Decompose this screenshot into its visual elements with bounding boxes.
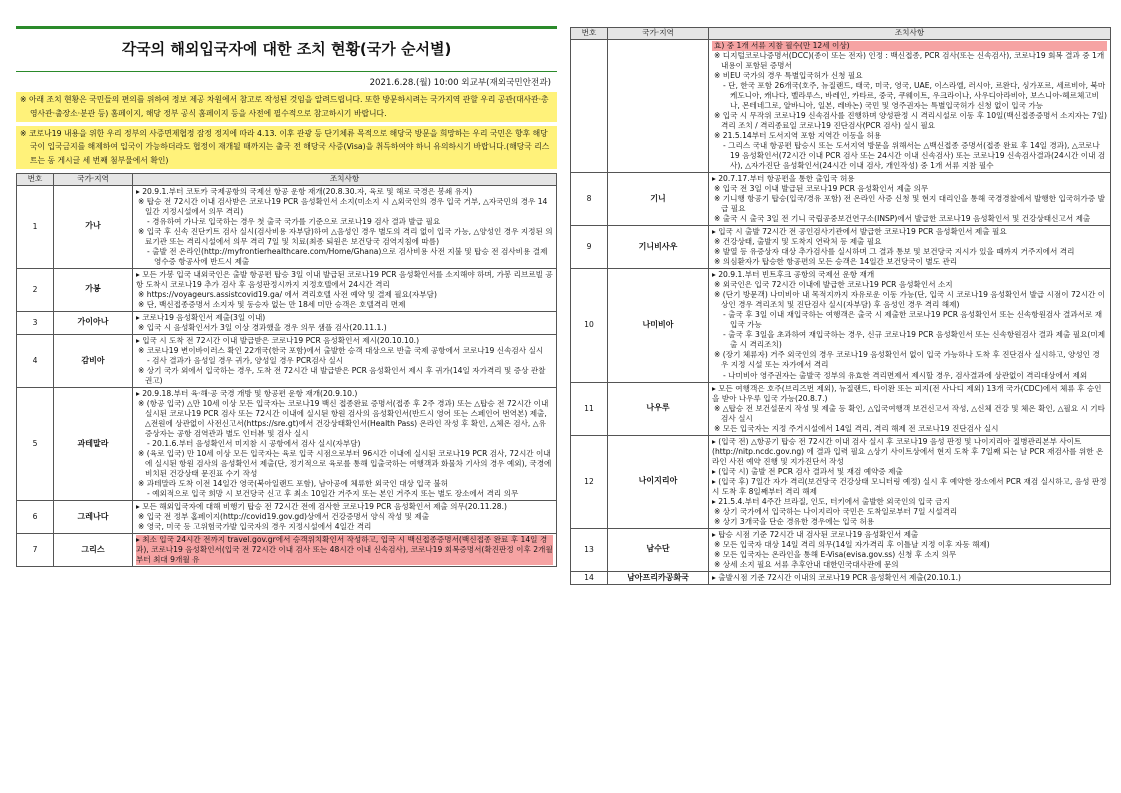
- row-detail: [133, 268, 557, 311]
- detail-line: ▸ 20.9.1.부터 코토카 국제공항의 국제선 항공 운항 재개(20.8.30.자, 육로 및 해로 국경은 봉쇄 유지): [136, 186, 473, 196]
- row-number: 10: [571, 269, 608, 382]
- detail-line: 효) 중 1개 서류 지참 필수(만 12세 이상): [712, 41, 1107, 51]
- table-row: [17, 311, 557, 334]
- detail-line: ※ 비EU 국가의 경우 특별입국허가 신청 필요: [714, 71, 863, 81]
- row-detail: [133, 387, 557, 500]
- row-detail: [709, 435, 1111, 528]
- table-row: [571, 173, 1111, 226]
- detail-line: - 단, 한국 포함 26개국(호주, 뉴질랜드, 태국, 미국, 영국, UAE, 이스라엘, 러시아, 르완다, 싱가포르, 세르비아, 북마케도니아, 캐나다, 벨라루스, 바레인, 카타르, 중국, 쿠웨이트, 우크라이나, 사우디아라비아, 보스니아-헤르체고비나, 몬테네그로, 알바니아, 일본, 레바논) 국민 및 영주권자는 특별입국허가 신청 없이 입국 가능: [723, 81, 1106, 111]
- row-number: 11: [571, 382, 608, 435]
- table-row: [571, 226, 1111, 269]
- row-country: 기니비사우: [608, 226, 709, 269]
- detail-line: ※ 입국 시 음성확인서가 3일 이상 경과했을 경우 의무 샘플 검사(20.11.1.): [138, 322, 387, 332]
- row-detail: [133, 334, 557, 387]
- detail-line: ▸ 20.9.18.부터 육·해·공 국경 개방 및 항공편 운항 재개(20.9.10.): [136, 388, 358, 398]
- row-detail: [133, 311, 557, 334]
- table-row: [17, 387, 557, 500]
- detail-line: ※ (장기 체류자) 거주 외국인의 경우 코로나19 음성확인서 없이 입국 가능하나 도착 후 진단검사 실시하고, 양성인 경우 지정 시설 또는 자가에서 격리: [714, 350, 1100, 370]
- detail-line: ▸ 탑승 시점 기준 72시간 내 검사된 코로나19 음성확인서 제출: [712, 529, 919, 539]
- detail-line: - 예외적으로 입국 희망 시 보건당국 신고 후 최소 10일간 거주지 또는 본인 거주지 또는 별도 장소에서 격리 의무: [147, 489, 519, 498]
- detail-line: ▸ 20.7.17.부터 항공편을 통한 출입국 허용: [712, 174, 855, 184]
- detail-line: ※ 입국 후 신속 진단키트 검사 실시(검사비용 자부담)하여 △음성인 경우 별도의 격리 없이 입국 가능, △양성인 경우 지정된 의료기관 또는 격리시설에서 의무 격리 7일 및 치료(최종 퇴원은 보건당국 검역지침에 따름): [138, 226, 553, 246]
- detail-line: ※ 탑승 전 72시간 이내 검사받은 코로나19 PCR 음성확인서 소지(미소지 시 △외국인의 경우 입국 거부, △자국민의 경우 14일간 지정시설에서 의무 격리): [138, 196, 548, 216]
- detail-line: ※ https://voyageurs.assistcovid19.ga/ 에서 격리호텔 사전 예약 및 결제 필요(자부담): [138, 289, 437, 299]
- row-country: 남아프리카공화국: [608, 571, 709, 585]
- detail-line: ※ 입국 전 정부 홈페이지(http://covid19.gov.gd)상에서 건강증명서 양식 작성 및 제출: [138, 512, 430, 522]
- table-row: [17, 501, 557, 534]
- detail-line: - 경유하여 가나로 입국하는 경우 첫 출국 국가를 기준으로 코로나19 검사 결과 발급 필요: [147, 216, 441, 226]
- table-row: [571, 435, 1111, 528]
- row-detail: [709, 382, 1111, 435]
- row-country: 감비아: [54, 334, 133, 387]
- row-country: 남수단: [608, 528, 709, 571]
- notice-2: ※ 코로나19 내용을 위한 우리 정부의 사증면제협정 잠정 정지에 따라 4.13. 이후 관광 등 단기체류 목적으로 해당국 방문을 희망하는 우리 국민은 향후 해당국이 입국금지를 해제하여 입국이 가능하더라도 협정이 재개될 때까지는 출국 전 해당국 사증(Visa)을 취득하여야 하니 유의하시기 바랍니다.(해당국 리스트는 동 게시글 세 번째 첨부물에서 확인): [16, 126, 557, 169]
- row-detail: [709, 269, 1111, 382]
- detail-line: ※ 영국, 미국 등 고위험국가발 입국자의 경우 지정시설에서 4일간 격리: [138, 522, 372, 532]
- row-number: 4: [17, 334, 54, 387]
- row-country: 가봉: [54, 268, 133, 311]
- row-country: 기니: [608, 173, 709, 226]
- row-number: 14: [571, 571, 608, 585]
- detail-line: ※ (항공 입국) △만 10세 이상 모든 입국자는 코로나19 백신 접종완료 증명서(접종 후 2주 경과) 또는 △탑승 전 72시간 이내 실시된 코로나19 PCR 검사 또는 72시간 이내에 실시된 항원 검사의 음성확인서(반드시 영어 또는 스페인어 번역본) 제출, △전원에 상관없이 사전신고서(https://sre.gt)에서 건강상태확인서(Health Pass) 온라인 작성 후 확인, △체온 검사, △유증상자는 공항 검역관과 별도 인터뷰 및 검사 실시: [138, 398, 549, 438]
- detail-line: ※ (육로 입국) 만 10세 이상 모든 입국자는 육로 입국 시점으로부터 96시간 이내에 실시된 코로나19 PCR 검사, 72시간 이내에 실시된 항원 검사의 음성확인서 제출(단, 정기적으로 육로를 통해 입출국하는 여행객과 화물차 기사의 경우 예외), 국경에 비치된 건강상태 문진표 수기 작성: [138, 448, 552, 478]
- row-detail: [133, 501, 557, 534]
- detail-line: ※ 단, 백신접종증명서 소지자 및 동승자 없는 만 18세 미만 승객은 호텔격리 면제: [138, 299, 406, 309]
- header-detail: 조치사항: [133, 173, 557, 185]
- row-country: 그리스: [54, 534, 133, 567]
- row-detail: [133, 185, 557, 268]
- table-row: [571, 571, 1111, 585]
- detail-line: ※ 상기 국가 외에서 입국하는 경우, 도착 전 72시간 내 발급받은 PCR 음성확인서 제시 후 귀가(14일 자가격리 및 증상 관찰 권고): [138, 365, 546, 385]
- detail-line: ▸ 최소 입국 24시간 전까지 travel.gov.gr에서 승객위치확인서 작성하고, 입국 시 백신접종증명서(백신접종 완료 후 14일 경과), 코로나19 음성확인서(입국 전 72시간 이내 검사 또는 48시간 이내 신속검사), 코로나19 회복증명서(확진판정 이후 2개월부터 최대 9개월 유: [136, 535, 553, 565]
- row-detail: [709, 40, 1111, 173]
- row-detail: [133, 534, 557, 567]
- detail-line: ※ 과테말라 도착 이전 14일간 영국(북아일랜드 포함), 남아공에 체류한 외국인 대상 입국 불허: [138, 478, 449, 488]
- detail-line: ※ 입국 전 3일 이내 발급된 코로나19 PCR 음성확인서 제출 의무: [714, 184, 929, 194]
- detail-line: ▸ (입국 후) 7일간 자가 격리(보건당국 건강상태 모니터링 예정) 실시 후 예약한 장소에서 PCR 재검 실시하고, 음성 판정 시 도착 후 8일째부터 격리 해제: [712, 476, 1107, 496]
- row-country: 과테말라: [54, 387, 133, 500]
- detail-line: ※ 의심환자가 탑승한 항공편의 모든 승객은 14일간 보건당국이 별도 관리: [714, 257, 958, 267]
- table-row: [17, 185, 557, 268]
- detail-line: ▸ (입국 전) △항공기 탑승 전 72시간 이내 검사 실시 후 코로나19 음성 판정 및 나이지리아 질병관리본부 사이트(http://nitp.ncdc.gov.ng) 에 결과 입력 필요 △상기 사이트상에서 현지 도착 후 7일째 되는 날 PCR 재검사를 위한 온라인 사전 예약 진행 및 지가진단서 작성: [712, 436, 1104, 466]
- detail-line: - 검사 결과가 음성일 경우 귀가, 양성일 경우 PCR검사 실시: [147, 355, 344, 365]
- row-number: 6: [17, 501, 54, 534]
- table-row: [17, 334, 557, 387]
- detail-line: ※ 모든 입국자 대상 14일 격리 의무(14일 자가격리 후 이틀날 지정 이후 자동 해제): [714, 539, 990, 549]
- detail-line: ▸ 20.9.1.부터 빈트후크 공항의 국제선 운항 재개: [712, 270, 875, 280]
- detail-line: ※ 발열 등 유증상자 대상 추가검사를 실시하며 그 결과 통보 및 보건당국 지시가 있을 때까지 거주지에서 격리: [714, 247, 1075, 257]
- table-header-row: [17, 173, 557, 185]
- detail-line: ▸ 모든 가봉 입국 내외국인은 출발 항공편 탑승 3일 이내 발급된 코로나19 PCR 음성확인서를 소지해야 하며, 가봉 리브르빌 공항 도착시 코로나19 추가 검사 후 음성판정시까지 지정호텔에서 24시간 격리: [136, 269, 553, 289]
- detail-line: - 20.1.6.부터 음성확인서 미지참 시 공항에서 검사 실시(자부담): [147, 438, 361, 448]
- header-num: 번호: [17, 173, 54, 185]
- row-country: 가나: [54, 185, 133, 268]
- detail-line: ▸ 입국 시 도착 전 72시간 이내 발급받은 코로나19 PCR 음성확인서 제시(20.10.10.): [136, 335, 420, 345]
- page-title: 각국의 해외입국자에 대한 조치 현황(국가 순서별): [121, 40, 452, 59]
- row-number: 3: [17, 311, 54, 334]
- table-row: [571, 40, 1111, 173]
- detail-line: ※ 상세 소지 필요 서류 추후안내 대한민국대사관에 문의: [714, 559, 899, 569]
- notice-1: ※ 아래 조치 현황은 국민들의 편의를 위하여 정보 제공 차원에서 참고로 작성된 것임을 알려드립니다. 또한 방문하시려는 국가지역 관할 우리 공관(대사관·총영사관·출장소·분관 등) 홈페이지, 해당 정부 공식 홈페이지 등을 사전에 필수적으로 참고하시기 바랍니다.: [16, 92, 557, 121]
- row-detail: [709, 226, 1111, 269]
- row-number: 1: [17, 185, 54, 268]
- left-page: [16, 0, 557, 793]
- table-row: [17, 268, 557, 311]
- detail-line: ※ 모든 입국자는 온라인을 통해 E-Visa(evisa.gov.ss) 신청 후 소지 의무: [714, 549, 957, 559]
- detail-line: ※ 입국 시 무작위 코로나19 신속검사를 진행하며 양성판정 시 격리시설로 이동 후 10일(백신접종증명서 소지자는 7일)격리 조치 / 격리종료일 코로나19 진단검사(PCR 검사) 실시 필요: [714, 111, 1107, 131]
- row-number: [571, 40, 608, 173]
- table-row: [571, 382, 1111, 435]
- table-header-row: [571, 28, 1111, 40]
- detail-line: - 그리스 국내 항공편 탑승시 또는 도서지역 방문을 위해서는 △백신접종 증명서(접종 완료 후 14일 경과), △코로나19 음성확인서(72시간 이내 PCR 검사 또는 24시간 이내 신속검사) 또는 코로나19 신속검사결과(24시간 이내 검사), △자가진단 음성확인서(24시간 이내 검사, 개인작성) 중 1개 서류 지참 필수: [723, 141, 1106, 171]
- detail-line: - 출국 후 3일을 초과하여 재입국하는 경우, 신규 코로나19 PCR 음성확인서 또는 신속항원검사 결과 제출 필요(미제출 시 격리조치): [723, 330, 1106, 350]
- detail-line: ※ 상기 국가에서 입국하는 나이지리아 국민은 도착일로부터 7일 시설격리: [714, 506, 958, 516]
- table-row: [17, 534, 557, 567]
- detail-line: ▸ 입국 시 출발 72시간 전 공인검사기관에서 발급한 코로나19 PCR 음성확인서 제출 필요: [712, 227, 1007, 237]
- row-number: 9: [571, 226, 608, 269]
- row-country: 나이지리아: [608, 435, 709, 528]
- detail-line: ※ 기니행 항공기 탑승(입국/경유 포함) 전 온라인 사증 신청 및 현지 대리인을 통해 국경경찰에서 발행한 입국허가증 발급 필요: [714, 194, 1105, 214]
- detail-line: ※ 21.5.14부터 도서지역 포함 지역간 이동을 허용: [714, 131, 882, 141]
- detail-line: ※ 건강상태, 출발지 및 도착지 연락처 등 제출 필요: [714, 237, 882, 247]
- detail-line: ▸ 코로나19 음성확인서 제출(3일 이내): [136, 312, 266, 322]
- row-country: 가이아나: [54, 311, 133, 334]
- measures-table-left: [16, 173, 557, 568]
- detail-line: - 나미비아 영주권자는 출발국 정부의 유효한 격리면제서 제시할 경우, 검사결과에 상관없이 격리대상에서 제외: [723, 370, 1088, 380]
- table-row: [571, 528, 1111, 571]
- row-detail: [709, 173, 1111, 226]
- right-page: [570, 0, 1111, 793]
- detail-line: ※ △탑승 전 보건설문지 작성 및 제출 등 확인, △입국여행객 보건신고서 작성, △신체 건강 및 체온 확인, △필요 시 기타 검사 실시: [714, 403, 1105, 423]
- row-country: 나우루: [608, 382, 709, 435]
- row-number: 7: [17, 534, 54, 567]
- row-number: 5: [17, 387, 54, 500]
- detail-line: ※ 디지털코로나증명서(DCC)(종이 또는 전자) 인정 : 백신접종, PCR 검사(또는 신속검사), 코로나19 회복 결과 중 1개 내용이 포함된 증명서: [714, 51, 1105, 71]
- row-country: 그레나다: [54, 501, 133, 534]
- row-number: 13: [571, 528, 608, 571]
- row-detail: [709, 571, 1111, 585]
- detail-line: ▸ (입국 시) 출발 전 PCR 검사 결과서 및 재검 예약증 제출: [712, 466, 903, 476]
- detail-line: - 출발 전 온라인(http://myfrontierhealthcare.com/Home/Ghana)으로 검사비용 사전 지불 및 탑승 전 검사비용 결제 영수증 항공사에 반드시 제출: [147, 246, 548, 266]
- measures-table-right: [570, 27, 1111, 585]
- detail-line: ※ 모든 입국자는 지정 주거시설에서 14일 격리, 격리 해제 전 코로나19 진단검사 실시: [714, 423, 999, 433]
- row-detail: [709, 528, 1111, 571]
- detail-line: - 출국 후 3일 이내 재입국하는 여행객은 출국 시 제출한 코로나19 PCR 음성확인서 또는 신속항원검사 결과서로 재입국 가능: [723, 310, 1103, 330]
- detail-line: ▸ 21.5.4.부터 4주간 브라질, 인도, 터키에서 출발한 외국인의 입국 금지: [712, 496, 950, 506]
- header-num: 번호: [571, 28, 608, 40]
- date-line: 2021.6.28.(월) 10:00 외교부(재외국민안전과): [369, 78, 551, 88]
- detail-line: ※ 코로나19 변이바이러스 확인 22개국(한국 포함)에서 출발한 승객 대상으로 반출 국제 공항에서 코로나19 신속검사 실시: [138, 345, 544, 355]
- row-number: 2: [17, 268, 54, 311]
- detail-line: ※ 출국 시 출국 3일 전 기니 국립공중보건연구소(INSP)에서 발급한 코로나19 음성확인서 및 건강상태신고서 제출: [714, 214, 1091, 224]
- table-row: [571, 269, 1111, 382]
- detail-line: ※ 외국인은 입국 72시간 이내에 발급한 코로나19 PCR 음성확인서 소지: [714, 280, 953, 290]
- detail-line: ▸ 모든 여행객은 호주(브리즈번 제외), 뉴질랜드, 타이완 또는 피지(전 사나디 제외) 13개 국가(CDC)에서 체류 후 승인을 받아 나우루 입국 가능(20.8.7.): [712, 383, 1102, 403]
- row-number: 12: [571, 435, 608, 528]
- detail-line: ※ (단기 방문객) 나미비아 내 목적지까지 자유로운 이동 가능(단, 입국 시 코로나19 음성확인서 발급 시점이 72시간 이상인 경우 격리조치 및 진단검사 실시(자부담) 후 음성인 경우 격리 해제): [714, 290, 1106, 310]
- header-country: 국가·지역: [54, 173, 133, 185]
- row-country: 나미비아: [608, 269, 709, 382]
- header-detail: 조치사항: [709, 28, 1111, 40]
- row-number: 8: [571, 173, 608, 226]
- detail-line: ▸ 출발시점 기준 72시간 이내의 코로나19 PCR 음성확인서 제출(20.10.1.): [712, 572, 961, 582]
- detail-line: ▸ 모든 해외입국자에 대해 비행기 탑승 전 72시간 전에 검사한 코로나19 PCR 음성확인서 제출 의무(20.11.28.): [136, 502, 507, 512]
- detail-line: ※ 상기 3개국을 단순 경유한 경우에는 입국 허용: [714, 516, 875, 526]
- row-country: [608, 40, 709, 173]
- header-country: 국가·지역: [608, 28, 709, 40]
- title-box: [16, 26, 557, 72]
